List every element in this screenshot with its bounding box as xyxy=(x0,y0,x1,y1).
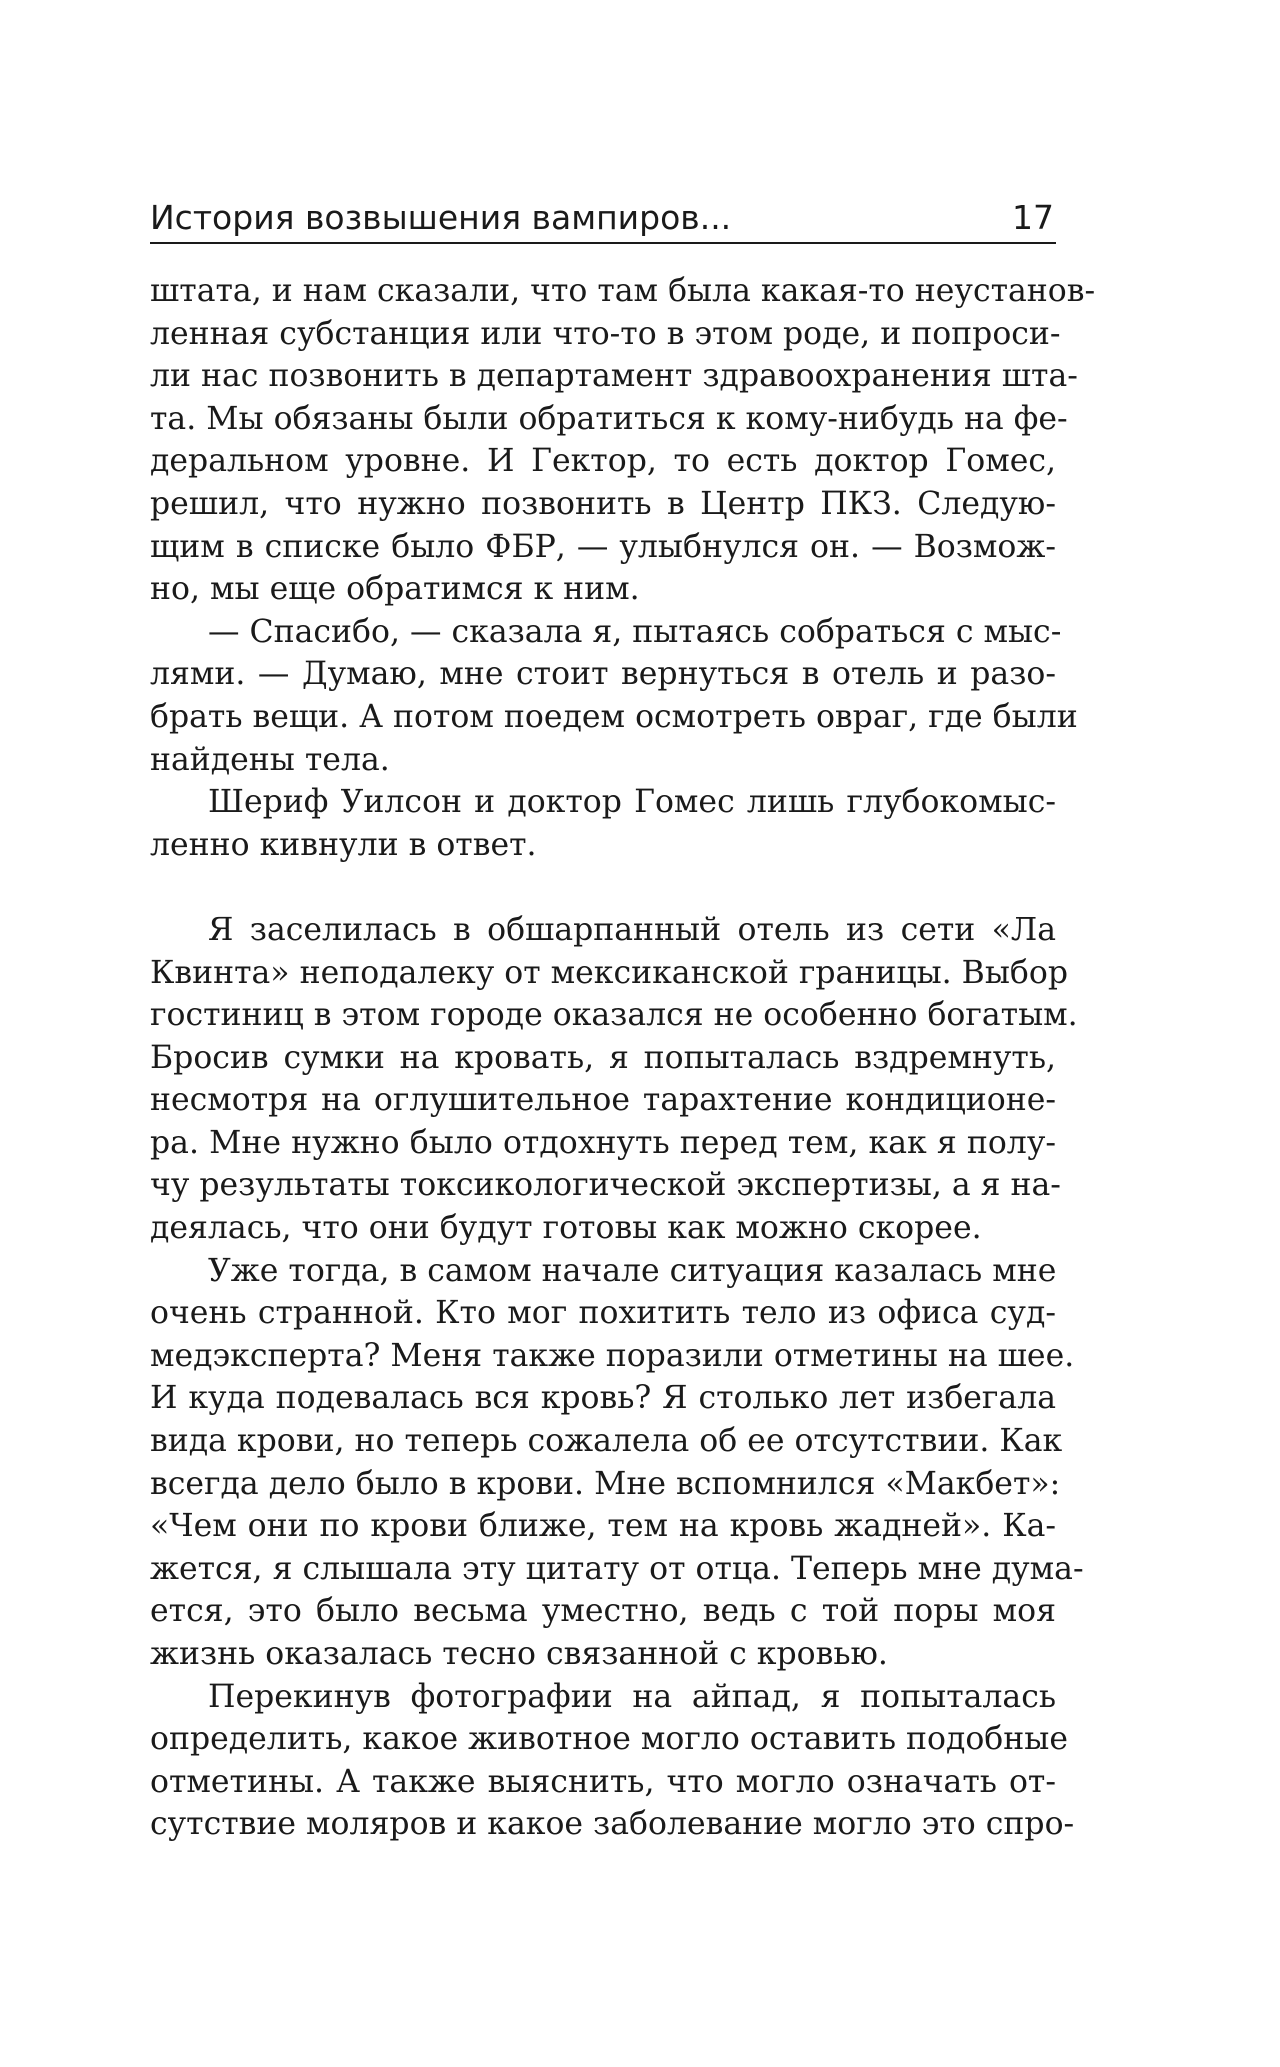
text-line: медэксперта? Меня также поразили отметины на шее. xyxy=(150,1337,1075,1374)
paragraph xyxy=(150,1676,1075,1846)
text-line: штата, и нам сказали, что там была какая-то неустанов- xyxy=(150,273,1096,309)
text-line: ется, это было весьма уместно, ведь с той поры моя xyxy=(150,1593,1056,1630)
text-line: несмотря на оглушительное тарахтение кондиционе- xyxy=(150,1082,1056,1119)
body-text xyxy=(150,270,1096,1846)
text-line: гостиниц в этом городе оказался не особенно богатым. xyxy=(150,997,1078,1034)
text-line: ленная субстанция или что-то в этом роде, и попроси- xyxy=(150,315,1061,352)
page-number: 17 xyxy=(1012,198,1054,237)
text-line: очень странной. Кто мог похитить тело из офиса суд- xyxy=(150,1295,1056,1332)
text-line: отметины. А также выяснить, что могло означать от- xyxy=(150,1763,1056,1800)
paragraph xyxy=(150,1250,1084,1676)
text-line: ленно кивнули в ответ. xyxy=(150,826,537,863)
text-line: вида крови, но теперь сожалела об ее отсутствии. Как xyxy=(150,1423,1063,1460)
text-line: сутствие моляров и какое заболевание могло это спро- xyxy=(150,1806,1075,1843)
text-line: Уже тогда, в самом начале ситуация казалась мне xyxy=(208,1252,1057,1289)
text-line: И куда подевалась вся кровь? Я столько лет избегала xyxy=(150,1380,1056,1417)
text-line: та. Мы обязаны были обратиться к кому-нибудь на фе- xyxy=(150,400,1068,437)
text-line: «Чем они по крови ближе, тем на кровь жадней». Ка- xyxy=(150,1508,1056,1545)
text-line: всегда дело было в крови. Мне вспомнился «Макбет»: xyxy=(150,1465,1061,1502)
text-line: лями. — Думаю, мне стоит вернуться в отель и разо- xyxy=(150,656,1056,693)
text-line: — Спасибо, — сказала я, пытаясь собраться с мыс- xyxy=(208,613,1062,650)
section-break xyxy=(150,866,1056,909)
running-title: История возвышения вампиров... xyxy=(150,198,732,237)
paragraph xyxy=(150,909,1078,1250)
text-line: Я заселилась в обшарпанный отель из сети «Ла xyxy=(208,911,1056,948)
text-line: ли нас позвонить в департамент здравоохранения шта- xyxy=(150,358,1078,395)
text-line: определить, какое животное могло оставить подобные xyxy=(150,1721,1068,1758)
text-line: деральном уровне. И Гектор, то есть доктор Гомес, xyxy=(150,443,1056,480)
running-header xyxy=(150,190,1056,244)
text-line: Шериф Уилсон и доктор Гомес лишь глубокомыс- xyxy=(208,784,1056,821)
text-line: жется, я слышала эту цитату от отца. Теперь мне дума- xyxy=(150,1550,1084,1587)
text-line: Квинта» неподалеку от мексиканской границы. Выбор xyxy=(150,954,1068,991)
text-line: деялась, что они будут готовы как можно скорее. xyxy=(150,1210,982,1247)
text-line: ра. Мне нужно было отдохнуть перед тем, как я полу- xyxy=(150,1124,1056,1161)
text-line: но, мы еще обратимся к ним. xyxy=(150,571,640,608)
text-line: Перекинув фотографии на айпад, я попыталась xyxy=(208,1678,1056,1715)
text-line: чу результаты токсикологической экспертизы, а я на- xyxy=(150,1167,1061,1204)
paragraph xyxy=(150,270,1096,611)
text-line: жизнь оказалась тесно связанной с кровью. xyxy=(150,1636,888,1672)
text-line: найдены тела. xyxy=(150,741,390,778)
text-line: решил, что нужно позвонить в Центр ПКЗ. Следую- xyxy=(150,485,1056,522)
text-line: брать вещи. А потом поедем осмотреть овраг, где были xyxy=(150,698,1078,735)
paragraph xyxy=(150,781,1056,866)
paragraph xyxy=(150,611,1078,781)
book-page xyxy=(150,190,1096,1846)
text-line: щим в списке было ФБР, — улыбнулся он. — Возмож- xyxy=(150,528,1056,565)
text-line: Бросив сумки на кровать, я попыталась вздремнуть, xyxy=(150,1039,1056,1076)
